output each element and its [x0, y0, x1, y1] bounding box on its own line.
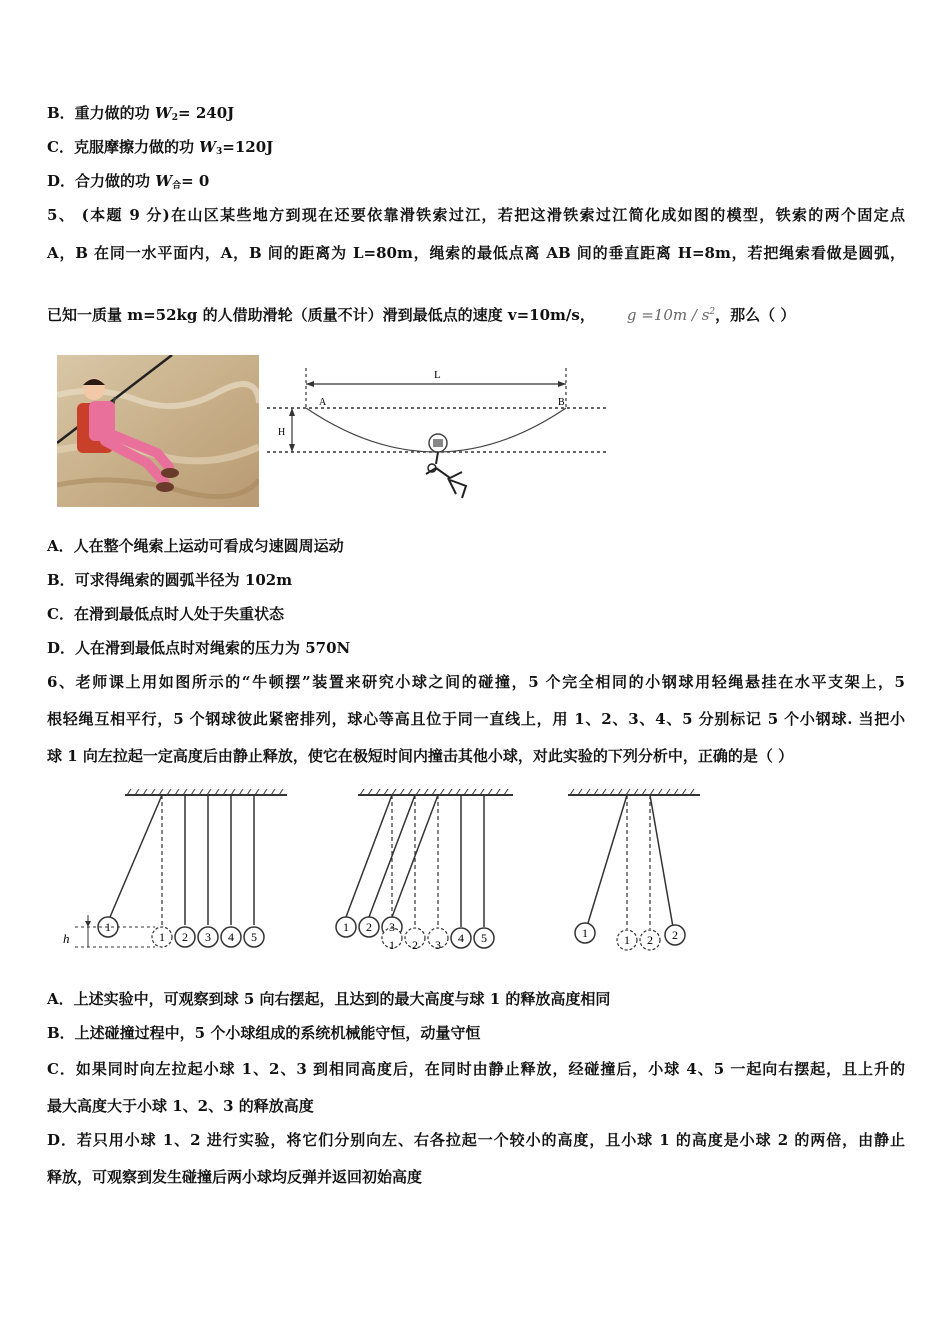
- q6-stem-line2: 根轻绳互相平行，5 个钢球彼此紧密排列，球心等高且位于同一直线上，用 1、2、3、4、5 分别标记 5 个小钢球. 当把小: [47, 710, 905, 728]
- q5-option-b: B．可求得绳索的圆弧半径为 102m: [47, 571, 293, 589]
- q5-option-a: A．人在整个绳索上运动可看成匀速圆周运动: [47, 537, 344, 555]
- height-label-h: h: [63, 931, 70, 946]
- ball-label: 3: [435, 938, 441, 952]
- label-l: L: [434, 369, 441, 381]
- ball-label: 2: [647, 933, 653, 947]
- q6-option-b: B．上述碰撞过程中，5 个小球组成的系统机械能守恒，动量守恒: [47, 1024, 481, 1042]
- ball-label: 4: [228, 930, 234, 944]
- newton-cradle-figure-3: [560, 785, 710, 960]
- ball-label: 2: [412, 938, 418, 952]
- ball-label: 1: [582, 926, 588, 940]
- ball-label: 2: [182, 930, 188, 944]
- label-h: H: [278, 427, 286, 438]
- ball-label: 2: [672, 928, 678, 942]
- q5-stem-line3: 已知一质量 m=52kg 的人借助滑轮（质量不计）滑到最低点的速度 v=10m/s， $g =10m / s^2$，那么（ ）: [47, 306, 796, 324]
- ball-label: 5: [251, 930, 257, 944]
- stick-figure: [436, 468, 462, 478]
- q6-option-c-line2: 最大高度大于小球 1、2、3 的释放高度: [47, 1097, 314, 1115]
- label-a: A: [319, 397, 327, 408]
- label-b: B: [558, 397, 565, 408]
- q6-stem-line1: 6、老师课上用如图所示的“牛顿摆”装置来研究小球之间的碰撞，5 个完全相同的小钢球用轻绳悬挂在水平支架上，5: [47, 673, 905, 691]
- ball-label: 4: [458, 931, 464, 945]
- q5-option-c: C．在滑到最低点时人处于失重状态: [47, 605, 284, 623]
- q4-option-b: B．重力做的功 $W_2= 240J$: [47, 104, 235, 123]
- ball-label: 1: [105, 920, 111, 934]
- gravity-formula: $g =10m / s^2$: [626, 306, 716, 324]
- q5-stem-line1: 5、 (本题 9 分)在山区某些地方到现在还要依靠滑铁索过江，若把这滑铁索过江简化成如图的模型，铁索的两个固定点: [47, 206, 905, 224]
- newton-cradle-figure-2: [328, 785, 523, 960]
- ball-label: 3: [205, 930, 211, 944]
- ball-label: 2: [366, 920, 372, 934]
- ball-label: 1: [159, 930, 165, 944]
- ball-label: 1: [624, 933, 630, 947]
- zipline-model-diagram: [262, 360, 612, 510]
- q6-option-d-line1: D．若只用小球 1、2 进行实验，将它们分别向左、右各拉起一个较小的高度，且小球 1 的高度是小球 2 的两倍，由静止: [47, 1131, 905, 1149]
- q6-option-d-line2: 释放，可观察到发生碰撞后两小球均反弹并返回初始高度: [47, 1168, 423, 1186]
- newton-cradle-figure-1: [55, 785, 300, 960]
- ball-label: 1: [343, 920, 349, 934]
- q4-option-c: C．克服摩擦力做的功 $W_3=120J$: [47, 138, 274, 157]
- q6-option-a: A．上述实验中，可观察到球 5 向右摆起，且达到的最大高度与球 1 的释放高度相同: [47, 990, 611, 1008]
- q5-option-d: D．人在滑到最低点时对绳索的压力为 570N: [47, 639, 351, 657]
- q6-stem-line3: 球 1 向左拉起一定高度后由静止释放，使它在极短时间内撞击其他小球，对此实验的下列分析中，正确的是（ ）: [47, 747, 794, 765]
- ball-label: 3: [389, 920, 395, 934]
- ball-label: 5: [481, 931, 487, 945]
- q6-option-c-line1: C．如果同时向左拉起小球 1、2、3 到相同高度后，在同时由静止释放，经碰撞后，小球 4、5 一起向右摆起，且上升的: [47, 1060, 905, 1078]
- ball-label: 1: [389, 938, 395, 952]
- zipline-photo: [57, 355, 259, 507]
- q4-option-d: D．合力做的功 $W_合= 0$: [47, 172, 210, 191]
- q5-stem-line2: A，B 在同一水平面内，A，B 间的距离为 L=80m，绳索的最低点离 AB 间的垂直距离 H=8m，若把绳索看做是圆弧，: [47, 244, 905, 262]
